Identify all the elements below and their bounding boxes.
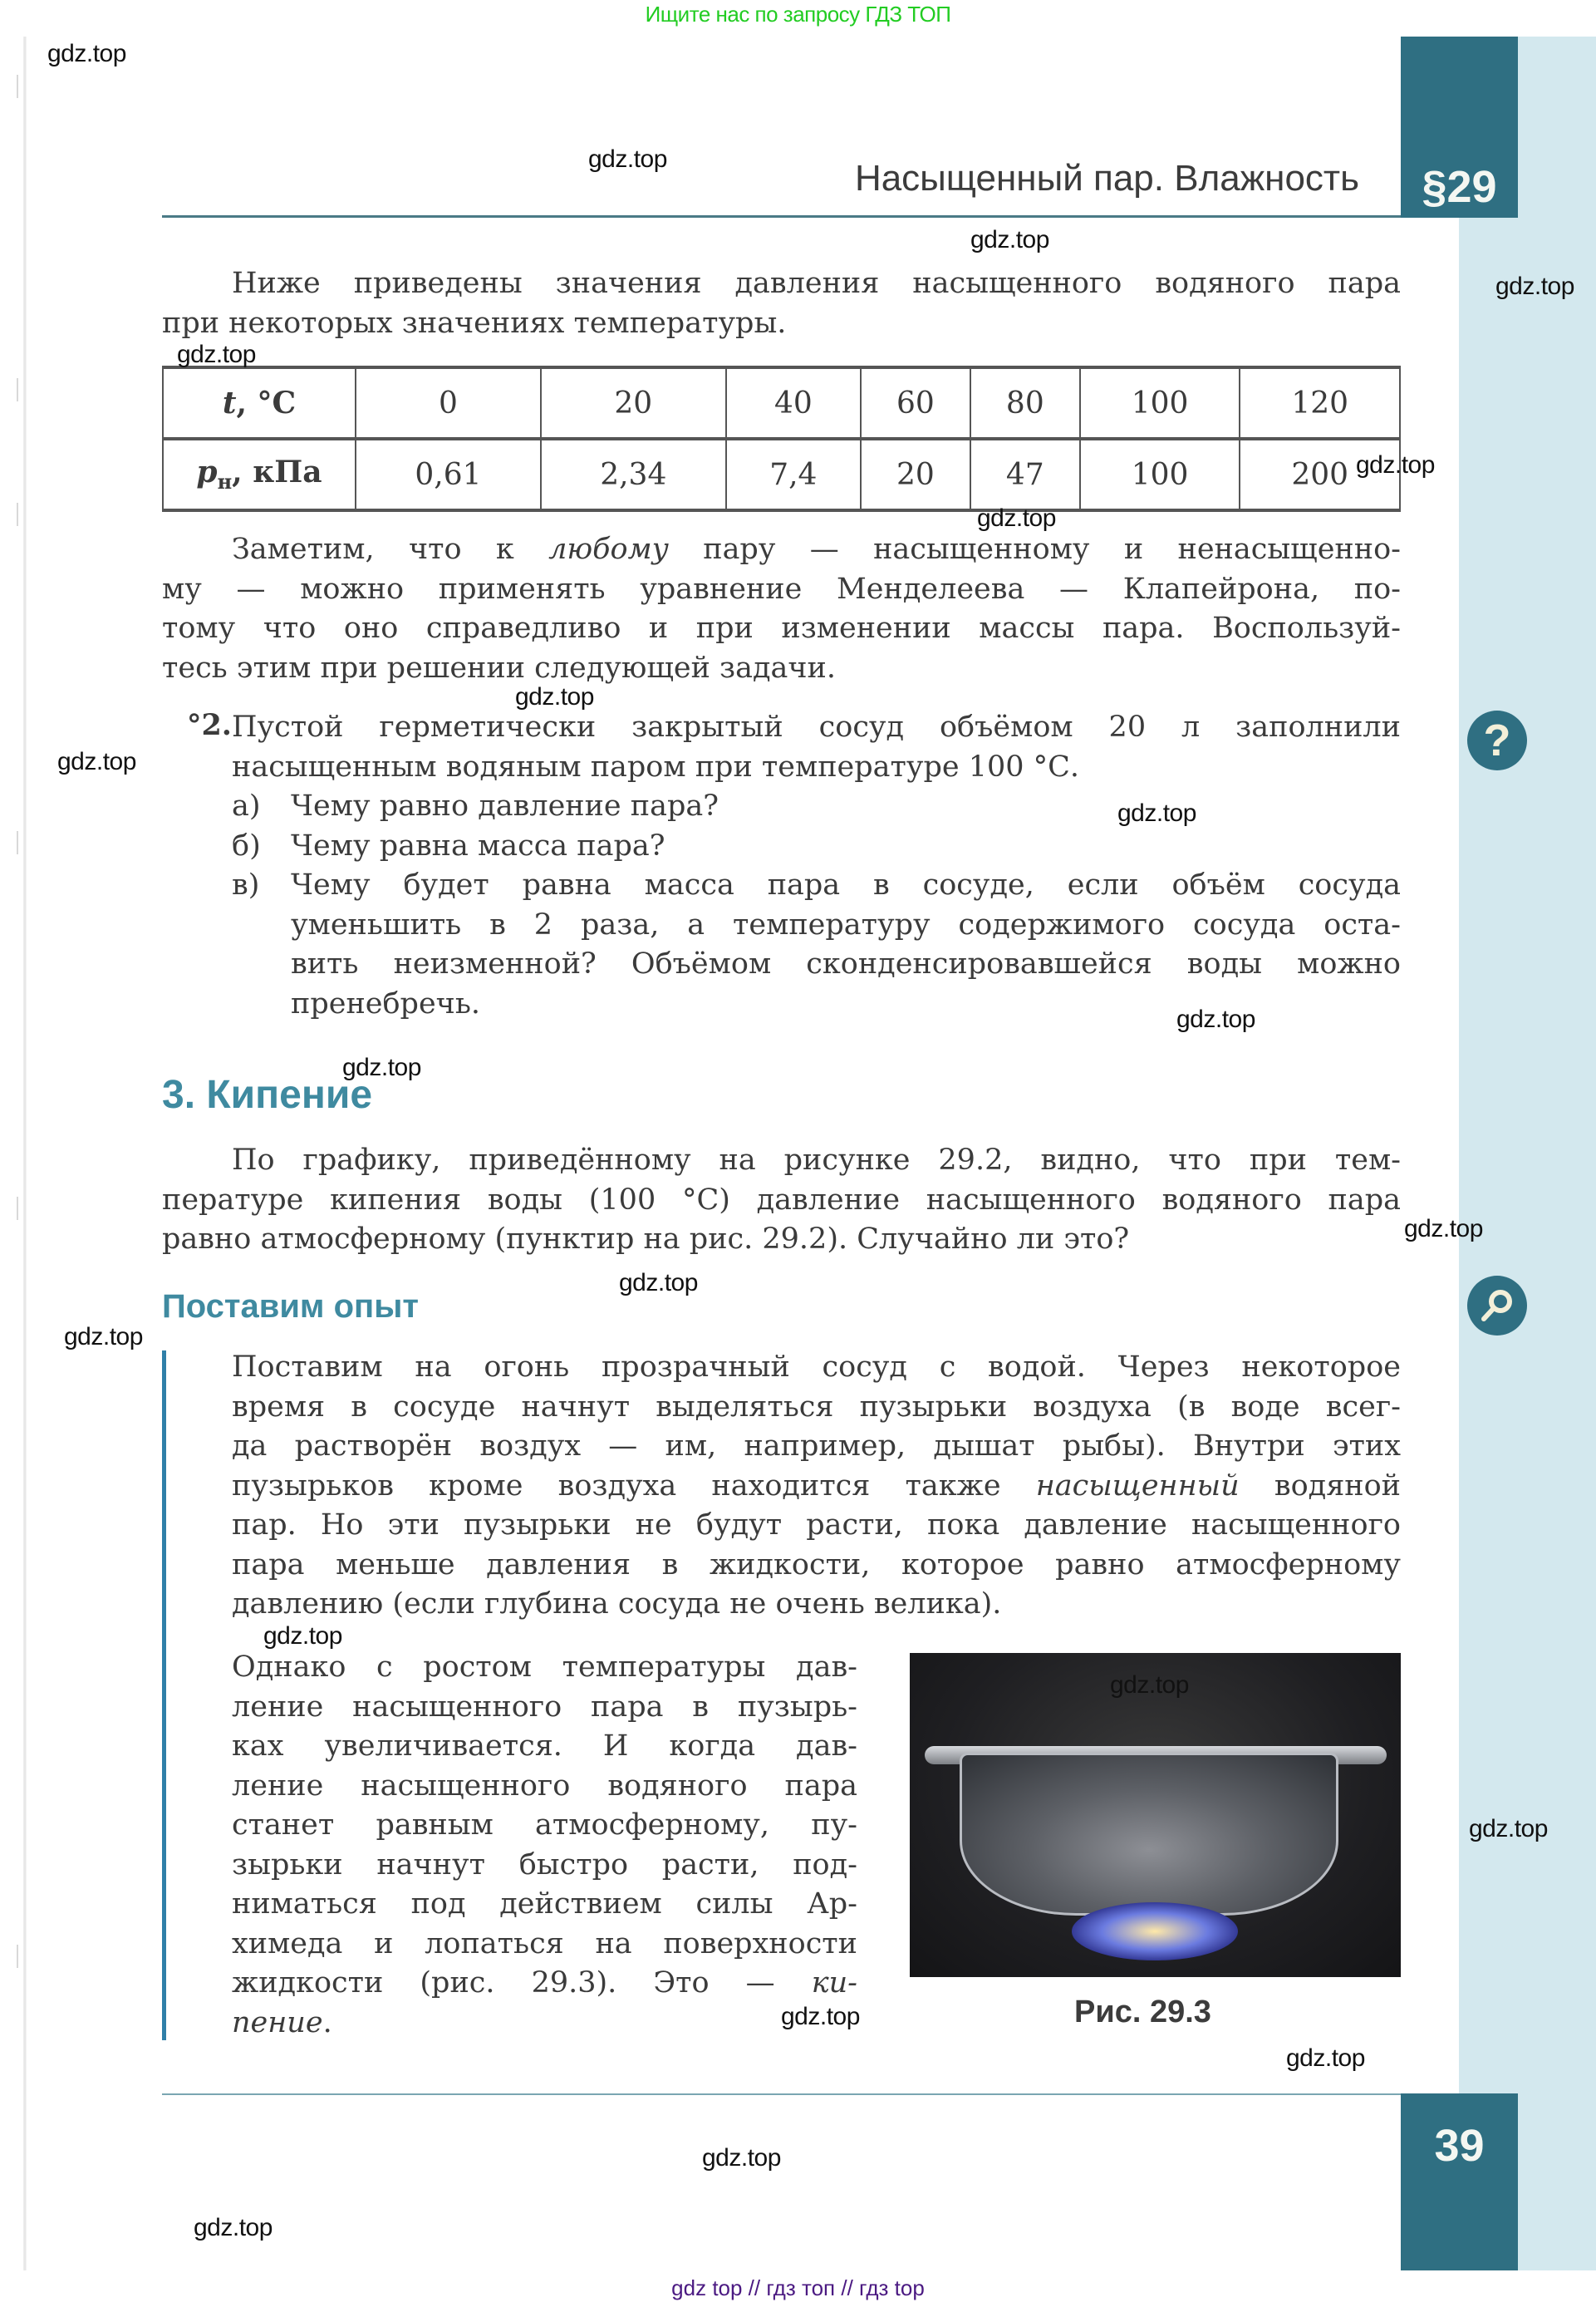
text-line: время в сосуде начнут выделяться пузырьки воздуха (в воде всег- (232, 1390, 1401, 1424)
page-number: 39 (1434, 2121, 1485, 2171)
saturated-pressure-table (162, 366, 1401, 512)
watermark: gdz.top (1110, 1671, 1189, 1699)
spine-stitch (17, 831, 32, 854)
watermark: gdz.top (1356, 451, 1435, 479)
table-cell: 0,61 (356, 439, 541, 510)
table-cell: 80 (970, 367, 1080, 439)
spine-stitch (17, 1945, 32, 1968)
experiment-paragraph-2 (232, 1648, 857, 2043)
section-heading: 3. Кипение (162, 1073, 373, 1117)
watermark: gdz.top (977, 504, 1056, 532)
magnifier-glyph (1479, 1287, 1515, 1324)
text-line: зырьки начнут быстро расти, под- (232, 1847, 857, 1882)
text-span: водяной (1239, 1468, 1402, 1503)
running-header-title: Насыщенный пар. Влажность (854, 158, 1359, 199)
text-line (232, 1964, 857, 2004)
header-rule (162, 215, 1401, 218)
text-line: тесь этим при решении следующей задачи. (162, 651, 836, 685)
top-banner[interactable]: Ищите нас по запросу ГДЗ ТОП (645, 2, 951, 27)
text-line: давлению (если глубина сосуда не очень велика). (232, 1587, 1002, 1621)
text-span: Заметим, что к (232, 533, 549, 566)
emphasis: насыщенный (1035, 1468, 1240, 1503)
table-row-pressure (163, 439, 1400, 510)
footer-rule (162, 2093, 1401, 2095)
bottom-banner[interactable]: gdz top // гдз топ // гдз top (671, 2275, 925, 2300)
watermark: gdz.top (263, 1622, 342, 1650)
table-cell: 20 (541, 367, 726, 439)
text-line: Поставим на огонь прозрачный сосуд с водой. Через некоторое (232, 1350, 1401, 1384)
text-line: да растворён воздух — им, например, дышат рыбы). Внутри этих (232, 1429, 1401, 1463)
book-spine (23, 37, 27, 2270)
text-line: станет равным атмосферному, пу- (232, 1808, 857, 1842)
table-cell: 40 (726, 367, 861, 439)
experiment-heading: Поставим опыт (162, 1288, 419, 1325)
spine-stitch (17, 503, 32, 526)
spine-stitch (17, 75, 32, 98)
text-line: при некоторых значениях температуры. (162, 306, 787, 340)
table-cell: 60 (861, 367, 970, 439)
margin-strip (1459, 37, 1596, 2270)
figure-caption: Рис. 29.3 (1074, 1995, 1211, 2029)
text-line: ниматься под действием силы Ар- (232, 1887, 857, 1921)
text-line: пренебречь. (291, 986, 480, 1021)
table-cell: 200 (1240, 439, 1400, 510)
watermark: gdz.top (1495, 273, 1574, 300)
magnifier-icon (1467, 1276, 1527, 1336)
text-line: пературе кипения воды (100 °С) давление насыщенного водяного пара (162, 1183, 1401, 1217)
experiment-paragraph-1 (232, 1348, 1401, 1625)
text-line: Однако с ростом температуры дав- (232, 1650, 857, 1684)
text-span: пару — насыщенному и ненасыщенно- (668, 533, 1401, 566)
emphasis: пение (232, 2005, 323, 2039)
text-line: тому что оно справедливо и при изменении массы пара. Воспользуй- (162, 612, 1401, 645)
burner-flame (1072, 1902, 1238, 1960)
text-line (232, 1467, 1401, 1507)
task-item-label: а) (232, 790, 261, 823)
watermark: gdz.top (1117, 799, 1196, 827)
glass-pot (960, 1753, 1338, 1916)
label-unit: , кПа (232, 455, 322, 490)
mendeleev-paragraph (162, 530, 1401, 688)
section-tab (1401, 37, 1518, 218)
text-span: . (322, 2005, 332, 2039)
spine-stitch (17, 1197, 32, 1220)
task-item-label: б) (232, 829, 261, 863)
watermark: gdz.top (47, 40, 126, 67)
watermark: gdz.top (702, 2144, 781, 2172)
watermark: gdz.top (1286, 2044, 1365, 2072)
task-marker: °2. (186, 708, 232, 742)
text-span: пузырьков кроме воздуха находится также (232, 1468, 1036, 1503)
text-line: уменьшить в 2 раза, а температуру содержимого сосуда оста- (291, 908, 1401, 942)
text-line: химеда и лопаться на поверхности (232, 1926, 857, 1960)
table-cell: 47 (970, 439, 1080, 510)
table-cell: 20 (861, 439, 970, 510)
watermark: gdz.top (1404, 1215, 1483, 1242)
watermark: gdz.top (194, 2214, 273, 2241)
watermark: gdz.top (1176, 1006, 1255, 1033)
label-unit: , °C (236, 386, 297, 421)
text-line: Пустой герметически закрытый сосуд объёмом 20 л заполнили (232, 711, 1401, 744)
label-var: t (222, 386, 237, 421)
text-line: равно атмосферному (пунктир на рис. 29.2). Случайно ли это? (162, 1222, 1130, 1256)
text-line (162, 530, 1401, 570)
task-item-a (291, 787, 1401, 827)
task-item-label: в) (232, 868, 260, 902)
text-line: ление насыщенного пара в пузырь- (232, 1690, 857, 1724)
table-cell: 2,34 (541, 439, 726, 510)
table-row-temperature (163, 367, 1400, 439)
label-subscript: н (217, 470, 233, 494)
task-2 (232, 708, 1401, 787)
text-line: Чему будет равна масса пара в сосуде, если объём сосуда (291, 868, 1401, 902)
text-line: пар. Но эти пузырьки не будут расти, пока давление насыщенного (232, 1508, 1401, 1542)
table-cell: 100 (1080, 439, 1240, 510)
watermark: gdz.top (619, 1269, 698, 1296)
text-line: Чему равно давление пара? (291, 790, 719, 823)
table-cell: 100 (1080, 367, 1240, 439)
page-number-tab (1401, 2093, 1518, 2270)
emphasis: ки- (811, 1966, 857, 2000)
watermark: gdz.top (781, 2003, 860, 2030)
text-line: ление насыщенного водяного пара (232, 1768, 857, 1803)
watermark: gdz.top (177, 341, 256, 368)
row-label-pressure (163, 439, 356, 510)
row-label-temperature (163, 367, 356, 439)
watermark: gdz.top (515, 683, 594, 711)
text-line: пара меньше давления в жидкости, которое равно атмосферному (232, 1547, 1401, 1582)
table-cell: 7,4 (726, 439, 861, 510)
watermark: gdz.top (342, 1054, 421, 1081)
intro-paragraph (162, 264, 1401, 343)
watermark: gdz.top (64, 1323, 143, 1350)
question-icon: ? (1467, 711, 1527, 770)
text-line (232, 2004, 857, 2044)
text-line: Ниже приведены значения давления насыщенного водяного пара (232, 267, 1401, 300)
text-span: жидкости (рис. 29.3). Это — (232, 1966, 812, 2000)
text-line: ках увеличивается. И когда дав- (232, 1729, 857, 1763)
table-cell: 0 (356, 367, 541, 439)
section3-paragraph (162, 1141, 1401, 1260)
watermark: gdz.top (588, 145, 667, 173)
watermark: gdz.top (1469, 1815, 1548, 1842)
table-cell: 120 (1240, 367, 1400, 439)
label-var: p (196, 455, 218, 490)
watermark: gdz.top (57, 748, 136, 775)
task-item-c (291, 866, 1401, 1024)
experiment-bar (162, 1350, 166, 2040)
spine-stitch (17, 378, 32, 401)
text-line: му — можно применять уравнение Менделеева — Клапейрона, по- (162, 572, 1401, 606)
emphasis: любому (548, 533, 669, 566)
task-item-b (291, 827, 1401, 867)
text-line: насыщенным водяным паром при температуре 100 °С. (232, 750, 1080, 784)
text-line: По графику, приведённому на рисунке 29.2, видно, что при тем- (232, 1144, 1401, 1177)
figure-boiling-water-photo (910, 1653, 1401, 1977)
watermark: gdz.top (970, 226, 1049, 253)
text-line: вить неизменной? Объёмом сконденсировавшейся воды можно (291, 947, 1401, 981)
text-line: Чему равна масса пара? (291, 829, 665, 863)
section-number: §29 (1422, 162, 1497, 212)
